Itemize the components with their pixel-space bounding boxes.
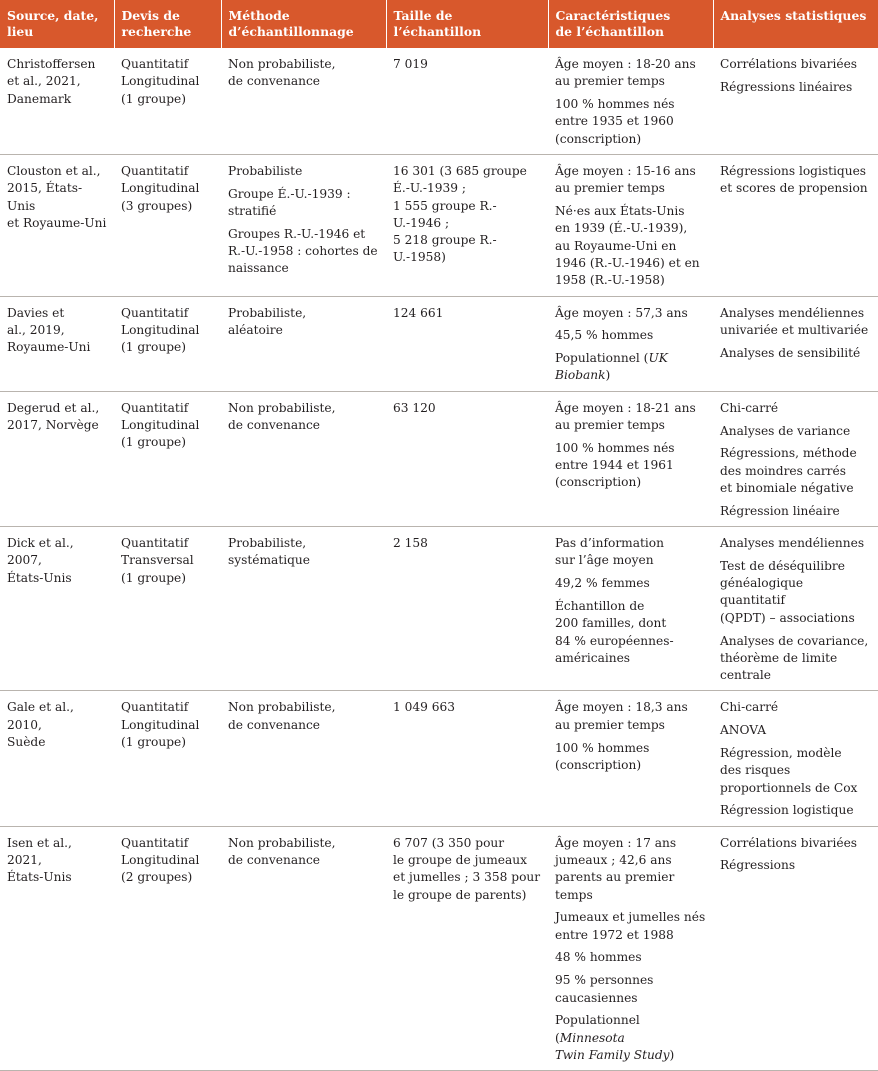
- caract-line: Âge moyen : 15-16 ans au premier temps: [555, 163, 696, 196]
- caract-line: 48 % hommes: [555, 950, 642, 965]
- analyse-line: Régressions, méthode des moindres carrés et binomiale négative: [720, 446, 857, 495]
- methode-line: Probabiliste, aléatoire: [228, 305, 307, 337]
- cell-analyses: [713, 391, 878, 526]
- cell-analyses: [713, 527, 878, 691]
- cell-devis: Quantitatif Longitudinal (2 groupes): [114, 826, 221, 1071]
- header-source: Source, date, lieu: [0, 0, 114, 48]
- caract-line: 100 % hommes nés entre 1944 et 1961 (conscription): [555, 440, 675, 490]
- caract-populationnel: [555, 350, 707, 385]
- cell-devis: Quantitatif Longitudinal (1 groupe): [114, 48, 221, 154]
- table-row: [0, 296, 878, 391]
- methode-line: Probabiliste: [228, 163, 303, 178]
- methode-line: Groupe É.-U.-1939 : stratifié: [228, 186, 351, 219]
- cell-analyses: [713, 154, 878, 296]
- cell-methode: [221, 391, 386, 526]
- cell-source: Davies et al., 2019, Royaume-Uni: [0, 296, 114, 391]
- table-header: [0, 0, 878, 48]
- caract-line: 45,5 % hommes: [555, 328, 654, 343]
- analyse-line: Analyses mendéliennes univariée et multivariée: [720, 305, 869, 337]
- header-row: [0, 0, 878, 48]
- analyse-line: Régressions linéaires: [720, 79, 853, 94]
- cell-taille: 1 049 663: [386, 691, 548, 826]
- analyse-line: Test de déséquilibre généalogique quantitatif (QPDT) – associations: [720, 558, 855, 625]
- analyse-line: Régressions: [720, 858, 796, 873]
- header-methode: Méthode d’échantillonnage: [221, 0, 386, 48]
- caract-populationnel: [555, 1012, 707, 1064]
- header-analyses: Analyses statistiques: [713, 0, 878, 48]
- analyse-line: Analyses de variance: [720, 423, 851, 438]
- table-row: [0, 154, 878, 296]
- methode-line: Non probabiliste, de convenance: [228, 57, 336, 89]
- pop-source: Minnesota Twin Family Study: [555, 1030, 670, 1062]
- methode-line: Non probabiliste, de convenance: [228, 700, 336, 732]
- analyse-line: Analyses mendéliennes: [720, 536, 865, 551]
- pop-suffix: ): [605, 368, 611, 383]
- analyse-line: Régression, modèle des risques proportionnels de Cox: [720, 746, 858, 795]
- cell-taille: 6 707 (3 350 pour le groupe de jumeaux et jumelles ; 3 358 pour le groupe de parents): [386, 826, 548, 1071]
- cell-methode: [221, 296, 386, 391]
- cell-source: Dick et al., 2007, États-Unis: [0, 527, 114, 691]
- analyse-line: Chi-carré: [720, 400, 779, 415]
- cell-devis: Quantitatif Longitudinal (3 groupes): [114, 154, 221, 296]
- table-row: [0, 527, 878, 691]
- cell-caracteristiques: [548, 48, 713, 154]
- analyse-line: Analyses de covariance, théorème de limite centrale: [720, 633, 869, 683]
- cell-source: Degerud et al., 2017, Norvège: [0, 391, 114, 526]
- cell-analyses: [713, 296, 878, 391]
- header-devis: Devis de recherche: [114, 0, 221, 48]
- cell-source: Christoffersen et al., 2021, Danemark: [0, 48, 114, 154]
- table-row: [0, 48, 878, 154]
- analyse-line: Corrélations bivariées: [720, 835, 858, 850]
- cell-methode: [221, 154, 386, 296]
- cell-taille: 124 661: [386, 296, 548, 391]
- cell-methode: [221, 691, 386, 826]
- cell-methode: [221, 48, 386, 154]
- cell-caracteristiques: [548, 691, 713, 826]
- caract-line: Âge moyen : 17 ans jumeaux ; 42,6 ans parents au premier temps: [555, 835, 677, 902]
- cell-analyses: [713, 826, 878, 1071]
- caract-line: Âge moyen : 18-20 ans au premier temps: [555, 57, 696, 89]
- caract-line: Pas d’information sur l’âge moyen: [555, 536, 664, 568]
- pop-prefix: Populationnel (: [555, 1013, 640, 1045]
- caract-line: Âge moyen : 57,3 ans: [555, 305, 688, 320]
- cell-caracteristiques: [548, 391, 713, 526]
- cell-devis: Quantitatif Longitudinal (1 groupe): [114, 691, 221, 826]
- cell-source: Clouston et al., 2015, États-Unis et Royaume-Uni: [0, 154, 114, 296]
- caract-line: 95 % personnes caucasiennes: [555, 973, 654, 1005]
- pop-suffix: ): [669, 1047, 675, 1062]
- analyse-line: Régression linéaire: [720, 503, 840, 518]
- caract-line: 49,2 % femmes: [555, 576, 650, 591]
- cell-taille: 16 301 (3 685 groupe É.-U.-1939 ; 1 555 groupe R.-U.-1946 ; 5 218 groupe R.-U.-1958): [386, 154, 548, 296]
- pop-source: UK Biobank: [555, 351, 668, 383]
- cell-devis: Quantitatif Transversal (1 groupe): [114, 527, 221, 691]
- header-taille: Taille de l’échantillon: [386, 0, 548, 48]
- methode-line: Non probabiliste, de convenance: [228, 835, 336, 867]
- methode-line: Groupes R.-U.-1946 et R.-U.-1958 : cohortes de naissance: [228, 226, 378, 276]
- cell-caracteristiques: [548, 826, 713, 1071]
- methode-line: Non probabiliste, de convenance: [228, 400, 336, 433]
- caract-line: Âge moyen : 18-21 ans au premier temps: [555, 400, 696, 433]
- cell-devis: Quantitatif Longitudinal (1 groupe): [114, 296, 221, 391]
- caract-line: Échantillon de 200 familles, dont 84 % européennes- américaines: [555, 598, 674, 665]
- table-body: [0, 48, 878, 1071]
- analyse-line: Analyses de sensibilité: [720, 345, 861, 360]
- cell-taille: 7 019: [386, 48, 548, 154]
- caract-line: Âge moyen : 18,3 ans au premier temps: [555, 700, 688, 732]
- cell-taille: 2 158: [386, 527, 548, 691]
- caract-line: Jumeaux et jumelles nés entre 1972 et 1988: [555, 910, 706, 942]
- cell-analyses: [713, 691, 878, 826]
- cell-devis: Quantitatif Longitudinal (1 groupe): [114, 391, 221, 526]
- analyse-line: Chi-carré: [720, 700, 779, 715]
- pop-prefix: Populationnel (: [555, 351, 649, 366]
- cell-taille: 63 120: [386, 391, 548, 526]
- cell-source: Isen et al., 2021, États-Unis: [0, 826, 114, 1071]
- cell-methode: [221, 527, 386, 691]
- cell-caracteristiques: [548, 527, 713, 691]
- analyse-line: Régressions logistiques et scores de propension: [720, 163, 868, 196]
- analyse-line: Régression logistique: [720, 803, 854, 818]
- table-row: [0, 691, 878, 826]
- analyse-line: Corrélations bivariées: [720, 57, 858, 71]
- table-row: [0, 826, 878, 1071]
- caract-line: 100 % hommes nés entre 1935 et 1960 (conscription): [555, 97, 675, 146]
- analyse-line: ANOVA: [720, 723, 767, 738]
- cell-methode: [221, 826, 386, 1071]
- cell-analyses: [713, 48, 878, 154]
- caract-line: 100 % hommes (conscription): [555, 740, 650, 772]
- caract-line: Né·es aux États-Unis en 1939 (É.-U.-1939), au Royaume-Uni en 1946 (R.-U.-1946) et en 1958 (R.-U.-1958): [555, 204, 700, 288]
- cell-caracteristiques: [548, 154, 713, 296]
- cell-source: Gale et al., 2010, Suède: [0, 691, 114, 826]
- table-row: [0, 391, 878, 526]
- methode-line: Probabiliste, systématique: [228, 536, 310, 568]
- cell-caracteristiques: [548, 296, 713, 391]
- header-caracteristiques: Caractéristiques de l’échantillon: [548, 0, 713, 48]
